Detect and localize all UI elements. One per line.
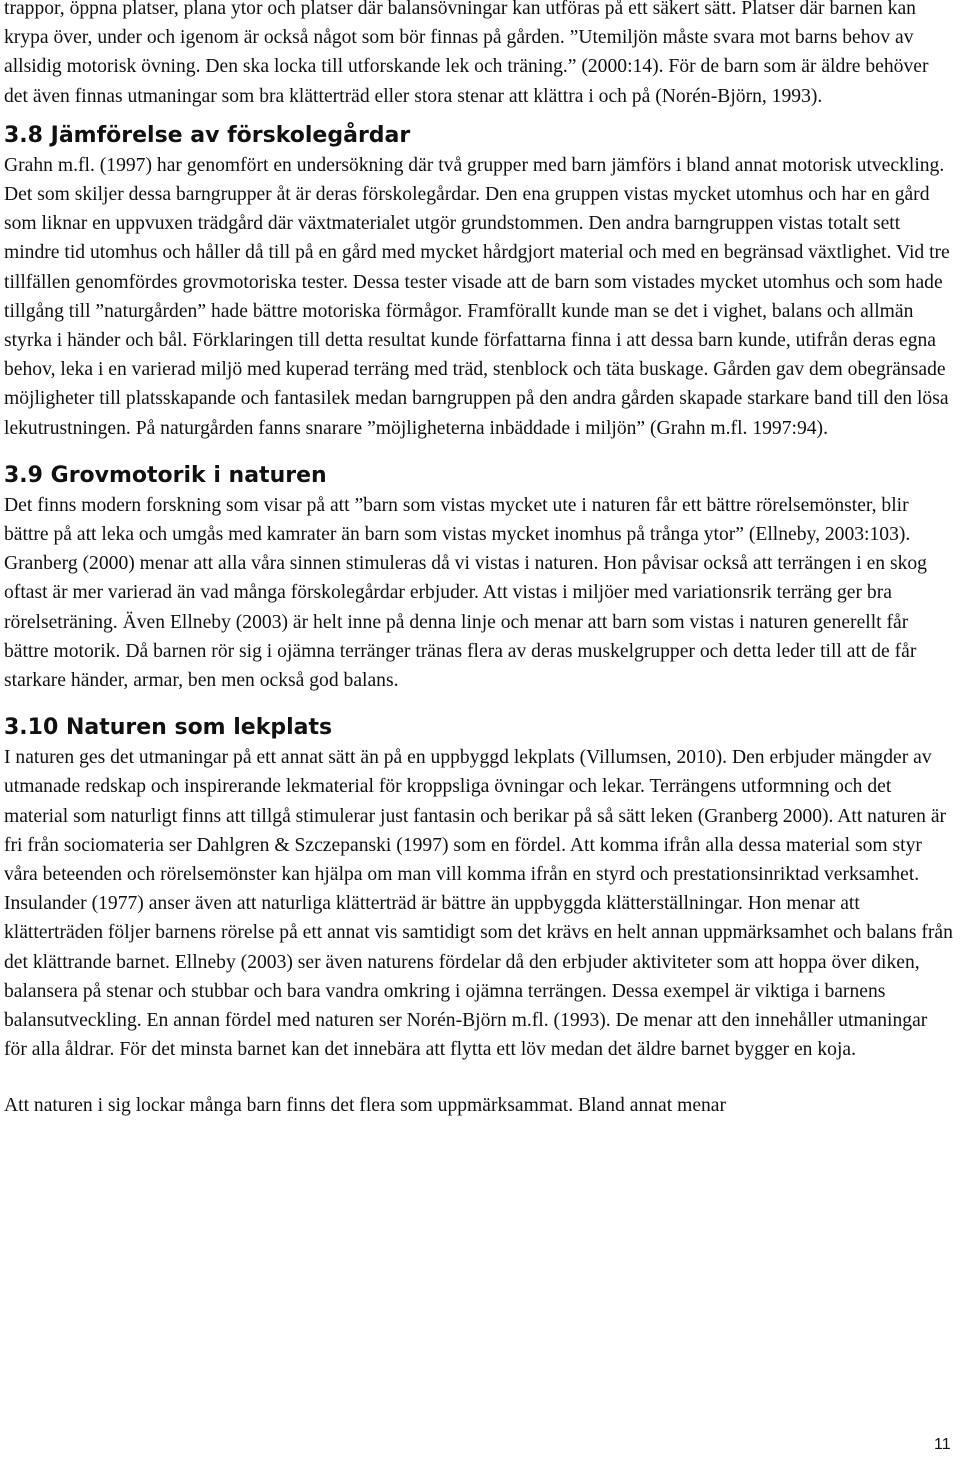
section-heading-3-10: 3.10 Naturen som lekplats: [4, 715, 333, 741]
page-number: 11: [934, 1436, 951, 1453]
section-3-9-paragraph: Det finns modern forskning som visar på att ”barn som vistas mycket ute i naturen får ett bättre rörelsemönster, blir bättre på att leka och umgås med kamrater än barn som vistas mycket inomhus på trånga ytor” (Ellneby, 2003:103). Granberg (2000) menar att alla våra sinnen stimuleras då vi vistas i naturen. Hon påvisar också att terrängen i en skog oftast är mer varierad än vad många förskolegårdar erbjuder. Att vistas i miljöer med variationsrik terräng ger bra rörelseträning. Även Ellneby (2003) är helt inne på denna linje och menar att barn som vistas i naturen generellt får bättre motorik. Då barnen rör sig i ojämna terränger tränas flera av deras muskelgrupper och detta leder till att de får starkare händer, armar, ben men också god balans.: [4, 494, 927, 692]
section-heading-3-9: 3.9 Grovmotorik i naturen: [4, 462, 327, 488]
section-heading-3-8: 3.8 Jämförelse av förskolegårdar: [4, 122, 411, 148]
intro-paragraph: trappor, öppna platser, plana ytor och platser där balansövningar kan utföras på ett säkert sätt. Platser där barnen kan krypa över, under och igenom är också något som bör finnas på gården. ”Utemiljön måste svara mot barns behov av allsidig motorisk övning. Den ska locka till utforskande lek och träning.” (2000:14). För de barn som är äldre behöver det även finnas utmaningar som bra klätterträd eller stora stenar att klättra i och på (Norén-Björn, 1993).: [4, 0, 929, 107]
document-page: [4, 0, 954, 1120]
section-3-10-paragraph: I naturen ges det utmaningar på ett annat sätt än på en uppbyggd lekplats (Villumsen, 2010). Den erbjuder mängder av utmanade redskap och inspirerande lekmaterial för kroppsliga övningar och lekar. Terrängens utformning och det material som naturligt finns att tillgå stimulerar just fantasin och berikar på så sätt leken (Granberg 2000). Att naturen är fri från sociomateria ser Dahlgren & Szczepanski (1997) som en fördel. Att komma ifrån alla dessa material som styr våra beteenden och rörelsemönster kan hjälpa om man vill komma ifrån en styrd och prestationsinriktad verksamhet. Insulander (1977) anser även att naturliga klätterträd är bättre än uppbyggda klätterställningar. Hon menar att klätterträden följer barnens rörelse på ett annat vis samtidigt som det krävs en helt annan uppmärksamhet och balans från det klättrande barnet. Ellneby (2003) ser även naturens fördelar då den erbjuder aktiviteter som att hoppa över diken, balansera på stenar och stubbar och bara vandra omkring i ojämna terrängen. Dessa exempel är viktiga i barnens balansutveckling. En annan fördel med naturen ser Norén-Björn m.fl. (1993). De menar att den innehåller utmaningar för alla åldrar. För det minsta barnet kan det innebära att flytta ett löv medan det äldre barnet bygger en koja.: [4, 747, 953, 1061]
closing-paragraph: Att naturen i sig lockar många barn finns det flera som uppmärksammat. Bland annat menar: [4, 1094, 727, 1116]
section-3-8-paragraph: Grahn m.fl. (1997) har genomfört en undersökning där två grupper med barn jämförs i bland annat motorisk utveckling. Det som skiljer dessa barngrupper åt är deras förskolegårdar. Den ena gruppen vistas mycket utomhus och har en gård som liknar en uppvuxen trädgård där växtmaterialet utgör grundstommen. Den andra barngruppen vistas totalt sett mindre tid utomhus och håller då till på en gård med mycket hårdgjort material och med en begränsad växtlighet. Vid tre tillfällen genomfördes grovmotoriska tester. Dessa tester visade att de barn som vistades mycket utomhus och som hade tillgång till ”naturgården” hade bättre motoriska förmågor. Framförallt kunde man se det i vighet, balans och allmän styrka i händer och bål. Förklaringen till detta resultat kunde författarna finna i att dessa barn kunde, utifrån deras egna behov, leka i en varierad miljö med kuperad terräng med träd, stenblock och täta buskage. Gården gav dem obegränsade möjligheter till platsskapande och fantasilek medan barngruppen på den andra gården skapade starkare band till den lösa lekutrustningen. På naturgården fanns snarare ”möjligheterna inbäddade i miljön” (Grahn m.fl. 1997:94).: [4, 154, 950, 439]
